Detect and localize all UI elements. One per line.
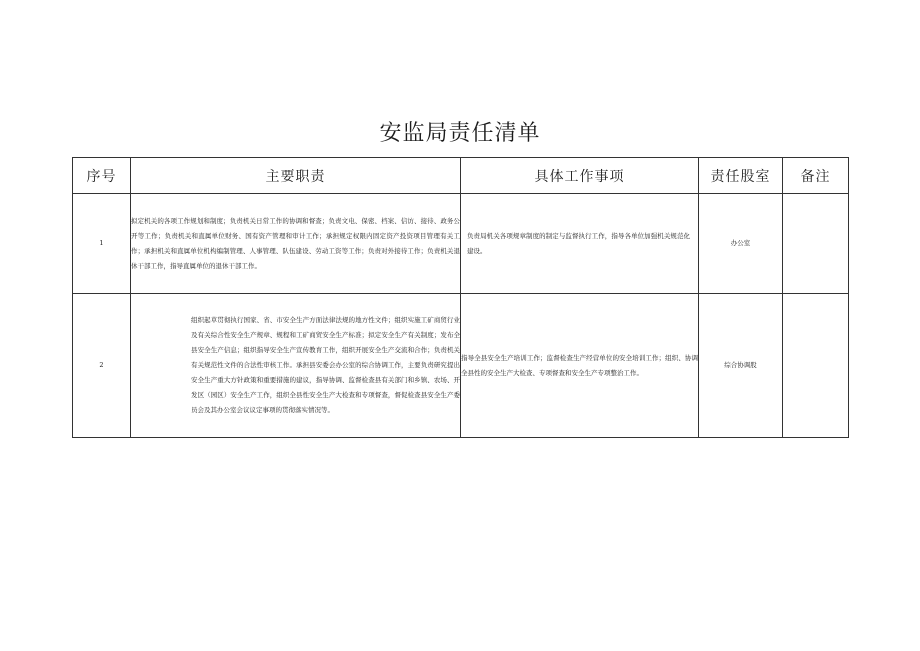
table-row (73, 294, 849, 438)
header-section: 责任股室 (699, 158, 783, 194)
row-note (783, 294, 849, 438)
row-number: 2 (73, 294, 131, 438)
row-work-items: 指导全县安全生产培训工作；监督检查生产经营单位的安全培训工作；组织、协调全县性的安全生产大检查、专项督查和安全生产专项整治工作。 (461, 294, 699, 438)
row-duties: 拟定机关的各项工作规划和制度；负责机关日常工作的协调和督查；负责文电、保密、档案、信访、接待、政务公开等工作；负责机关和直属单位财务、国有资产管理和审计工作；承担规定权限内固定资产投资项目管理有关工作；承担机关和直属单位机构编制管理、人事管理、队伍建设、劳动工资等工作；负责对外接待工作；负责机关退休干部工作，指导直属单位的退休干部工作。 (131, 194, 461, 294)
row-work-items: 负责局机关各项规章制度的制定与监督执行工作，指导各单位加强机关规范化建设。 (461, 194, 699, 294)
header-note: 备注 (783, 158, 849, 194)
document-title: 安监局责任清单 (379, 121, 541, 146)
header-no: 序号 (73, 158, 131, 194)
row-duties: 组织起草贯彻执行国家、省、市安全生产方面法律法规的地方性文件；组织实施工矿商贸行业及有关综合性安全生产规章、规程和工矿商贸安全生产标准；拟定安全生产有关制度；发布全县安全生产信息；组织指导安全生产宣传教育工作，组织开展安全生产交流和合作；负责机关有关规范性文件的合法性审核工作。承担县安委会办公室的综合协调工作，主要负责研究提出安全生产重大方针政策和重要措施的建议，指导协调、监督检查县有关部门和乡镇、农场、开发区（园区）安全生产工作，组织全县性安全生产大检查和专项督查，督促检查县安全生产委员会及其办公室会议议定事项的贯彻落实情况等。 (131, 294, 461, 438)
table-header-row (73, 158, 849, 194)
header-items: 具体工作事项 (461, 158, 699, 194)
responsibility-table (72, 157, 849, 438)
table-row (73, 194, 849, 294)
row-number: 1 (73, 194, 131, 294)
header-duties: 主要职责 (131, 158, 461, 194)
row-section: 综合协调股 (699, 294, 783, 438)
row-section: 办公室 (699, 194, 783, 294)
row-note (783, 194, 849, 294)
